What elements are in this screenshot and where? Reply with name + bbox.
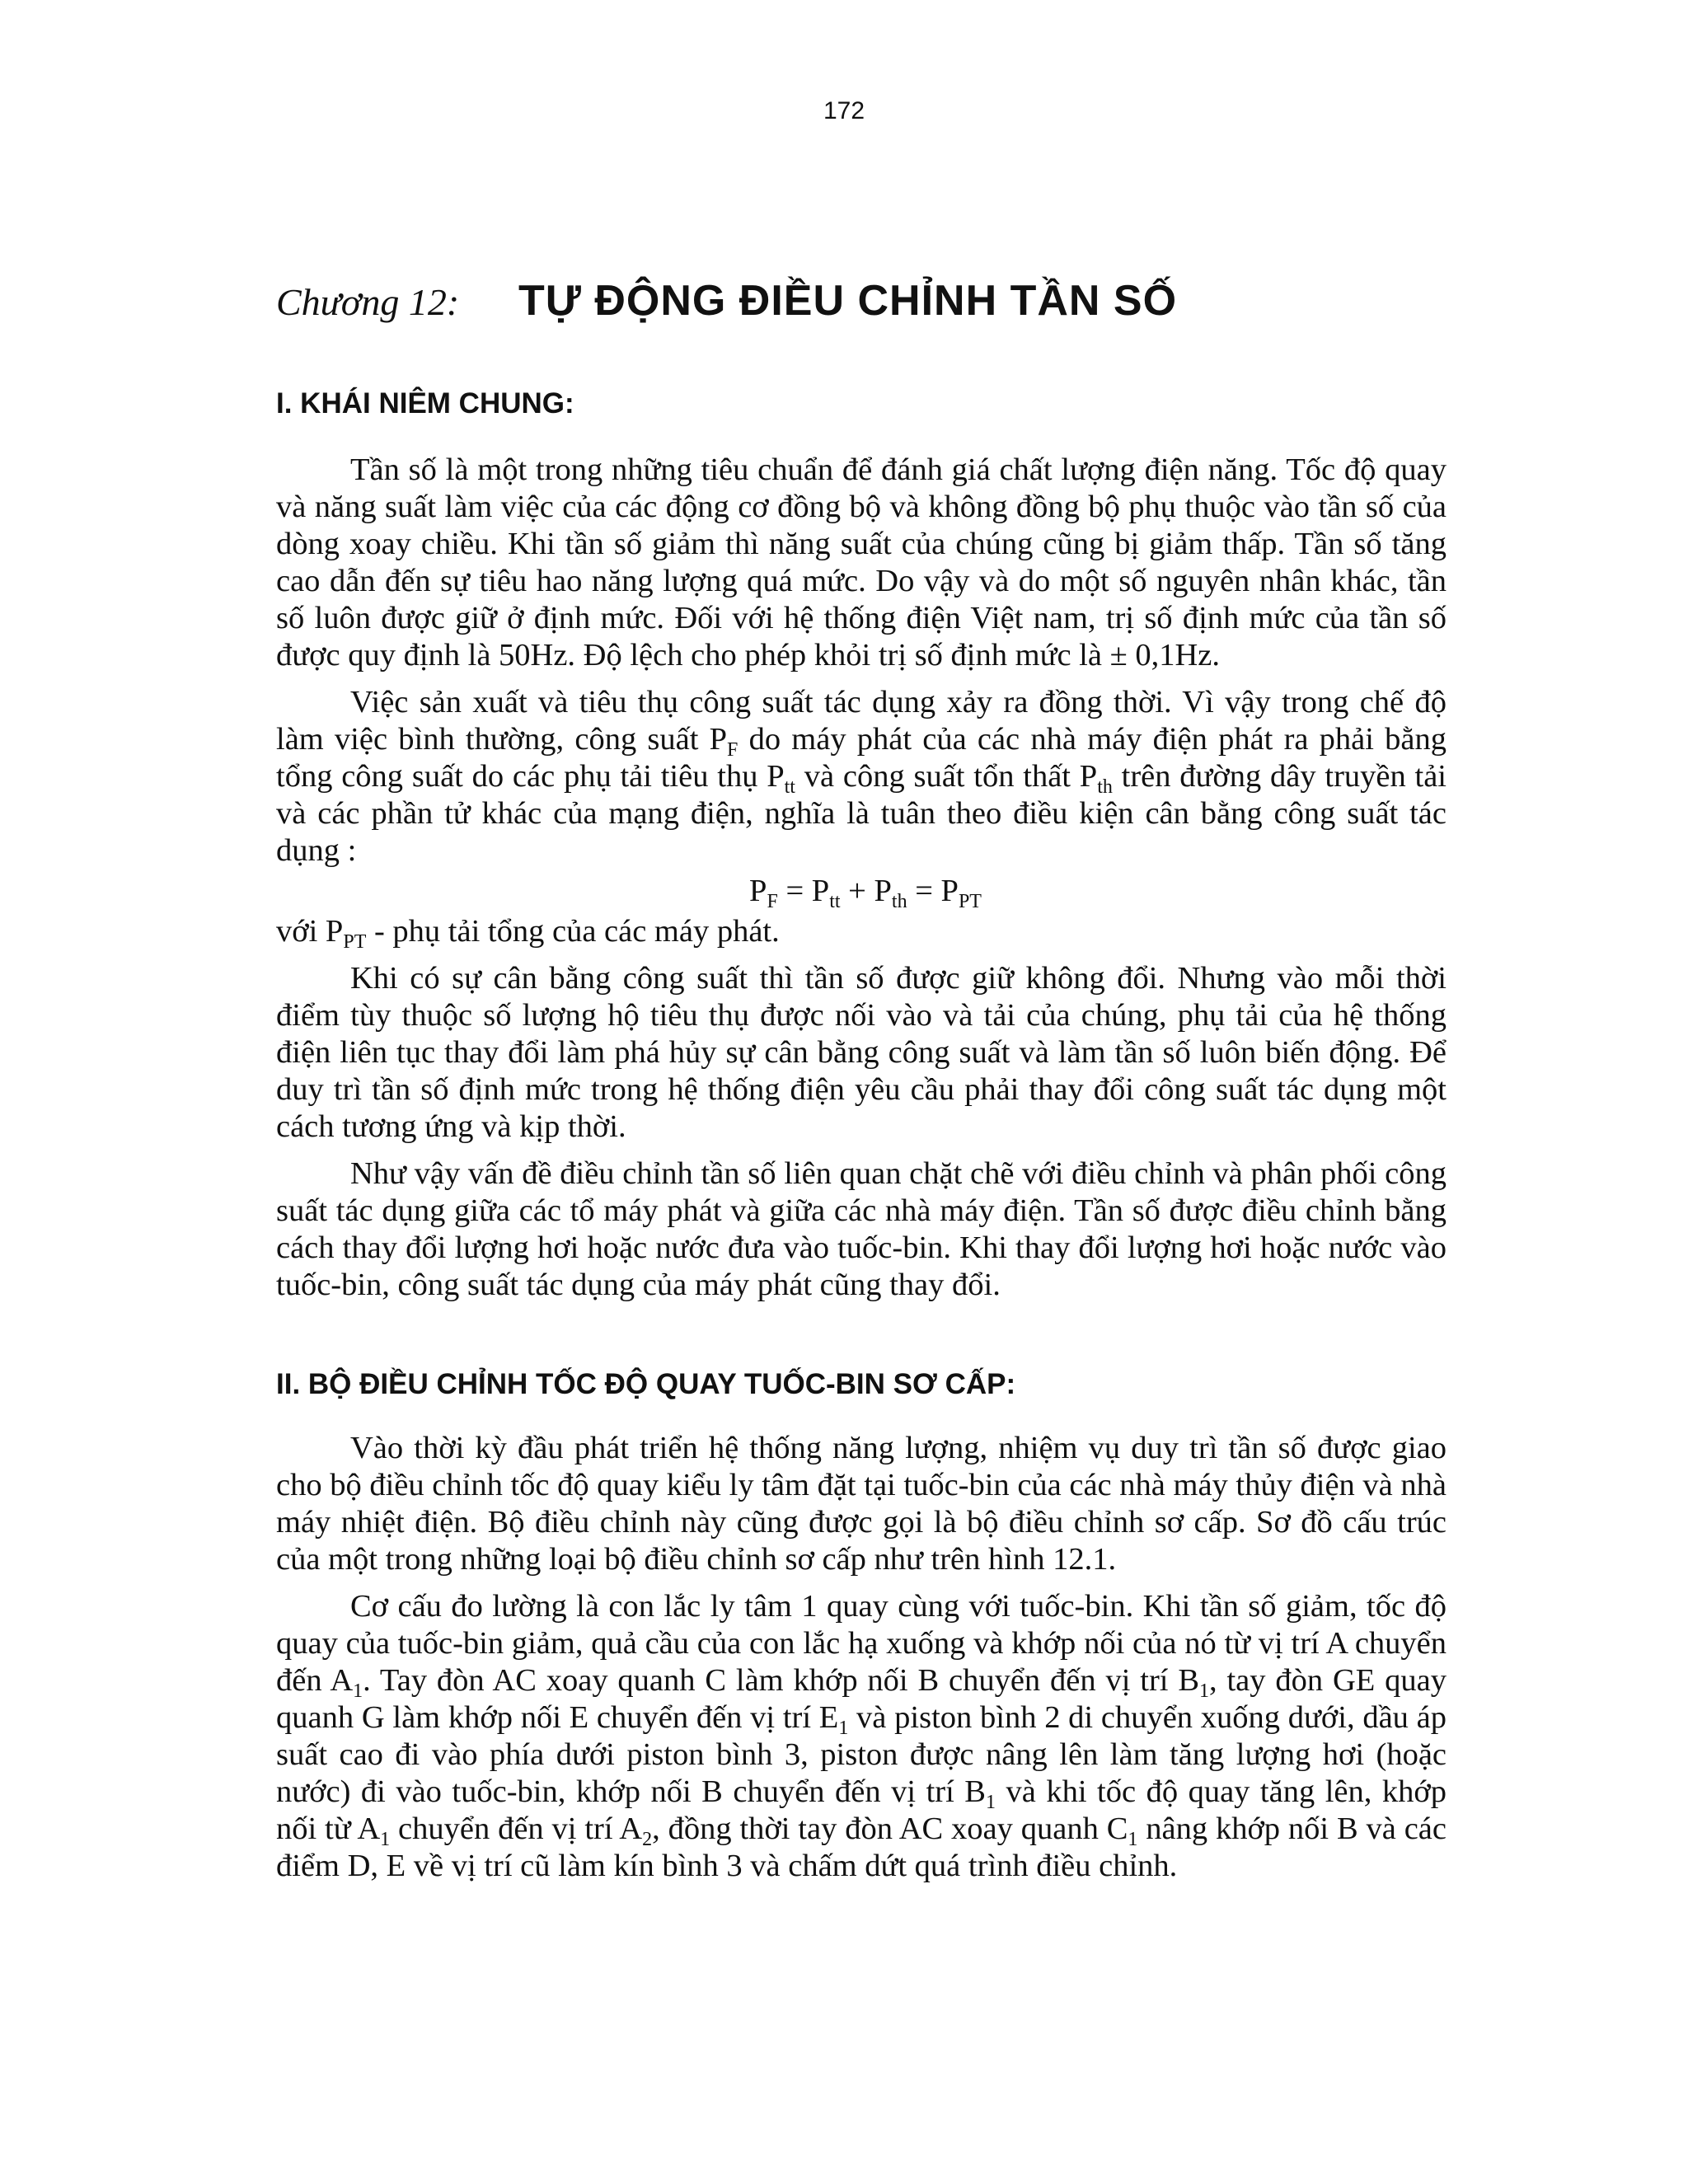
section-2-heading: II. BỘ ĐIỀU CHỈNH TỐC ĐỘ QUAY TUỐC-BIN SƠ CẤP:	[276, 1368, 1016, 1400]
power-balance-formula: $P_F = P_{tt} + P_{th} = P_{PT}$	[749, 874, 982, 912]
paragraph: Vào thời kỳ đầu phát triển hệ thống năng lượng, nhiệm vụ duy trì tần số được giao cho bộ điều chỉnh tốc độ quay kiểu ly tâm đặt tại tuốc-bin của các nhà máy thủy điện và nhà máy nhiệt điện. Bộ điều chỉnh này cũng được gọi là bộ điều chỉnh sơ cấp. Sơ đồ cấu trúc của một trong những loại bộ điều chỉnh sơ cấp như trên hình 12.1.	[276, 1431, 1447, 1577]
chapter-title: TỰ ĐỘNG ĐIỀU CHỈNH TẦN SỐ	[518, 277, 1178, 325]
paragraph: Việc sản xuất và tiêu thụ công suất tác dụng xảy ra đồng thời. Vì vậy trong chế độ làm việc bình thường, công suất $P_F$ do máy phát của các nhà máy điện phát ra phải bằng tổng công suất do các phụ tải tiêu thụ $P_{tt}$ và công suất tổn thất $P_{th}$ trên đường dây truyền tải và các phần tử khác của mạng điện, nghĩa là tuân theo điều kiện cân bằng công suất tác dụng :	[276, 685, 1447, 868]
section-2-body	[276, 1430, 1447, 1885]
section-1-heading: I. KHÁI NIÊM CHUNG:	[276, 387, 574, 419]
paragraph: Tần số là một trong những tiêu chuẩn để đánh giá chất lượng điện năng. Tốc độ quay và năng suất làm việc của các động cơ đồng bộ và không đồng bộ phụ thuộc vào tần số của dòng xoay chiều. Khi tần số giảm thì năng suất của chúng cũng bị giảm thấp. Tần số tăng cao dẫn đến sự tiêu hao năng lượng quá mức. Do vậy và do một số nguyên nhân khác, tần số luôn được giữ ở định mức. Đối với hệ thống điện Việt nam, trị số định mức của tần số được quy định là 50Hz. Độ lệch cho phép khỏi trị số định mức là ± 0,1Hz.	[276, 452, 1447, 673]
paragraph: Cơ cấu đo lường là con lắc ly tâm 1 quay cùng với tuốc-bin. Khi tần số giảm, tốc độ quay của tuốc-bin giảm, quả cầu của con lắc hạ xuống và khớp nối của nó từ vị trí A chuyển đến $A_1$. Tay đòn AC xoay quanh C làm khớp nối B chuyển đến vị trí $B_1$, tay đòn GE quay quanh G làm khớp nối E chuyển đến vị trí $E_1$ và piston bình 2 di chuyển xuống dưới, dầu áp suất cao đi vào phía dưới piston bình 3, piston được nâng lên làm tăng lượng hơi (hoặc nước) đi vào tuốc-bin, khớp nối B chuyển đến vị trí $B_1$ và khi tốc độ quay tăng lên, khớp nối từ $A_1$ chuyển đến vị trí $A_2$, đồng thời tay đòn AC xoay quanh $C_1$ nâng khớp nối B và các điểm D, E về vị trí cũ làm kín bình 3 và chấm dứt quá trình điều chỉnh.	[276, 1589, 1447, 1883]
paragraph: Khi có sự cân bằng công suất thì tần số được giữ không đổi. Nhưng vào mỗi thời điểm tùy thuộc số lượng hộ tiêu thụ được nối vào và tải của chúng, phụ tải của hệ thống điện liên tục thay đổi làm phá hủy sự cân bằng công suất và làm tần số luôn biến động. Để duy trì tần số định mức trong hệ thống điện yêu cầu phải thay đổi công suất tác dụng một cách tương ứng và kịp thời.	[276, 961, 1447, 1144]
paragraph: Như vậy vấn đề điều chỉnh tần số liên quan chặt chẽ với điều chỉnh và phân phối công suất tác dụng giữa các tổ máy phát và giữa các nhà máy điện. Tần số được điều chỉnh bằng cách thay đổi lượng hơi hoặc nước đưa vào tuốc-bin. Khi thay đổi lượng hơi hoặc nước vào tuốc-bin, công suất tác dụng của máy phát cũng thay đổi.	[276, 1156, 1447, 1302]
section-1-body	[276, 452, 1447, 1304]
formula-explanation: với $P_{PT}$ - phụ tải tổng của các máy phát.	[276, 914, 780, 953]
page-number: 172	[823, 97, 865, 124]
chapter-header	[276, 276, 1177, 326]
chapter-label: Chương 12:	[276, 281, 460, 323]
